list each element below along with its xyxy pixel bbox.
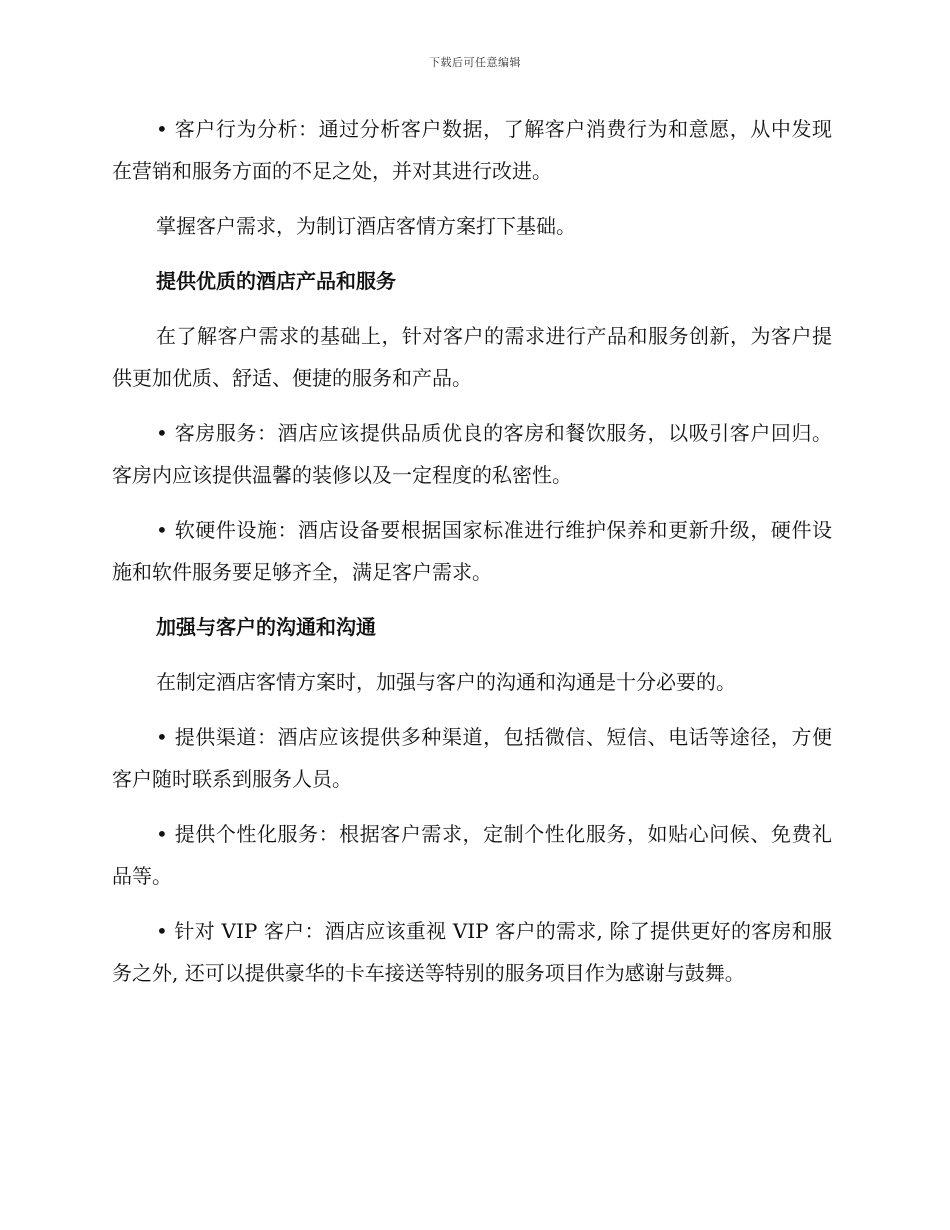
paragraph-customer-needs: 掌握客户需求，为制订酒店客情方案打下基础。: [156, 214, 576, 238]
page-header: 下载后可任意编辑: [429, 56, 521, 69]
paragraph-customer-behavior: • 客户行为分析：通过分析客户数据，了解客户消费行为和意愿，从中发现在营销和服务方面的不足之处，并对其进行改进。: [112, 117, 832, 183]
paragraph-personalized-service: • 提供个性化服务：根据客户需求，定制个性化服务，如贴心问候、免费礼品等。: [112, 822, 832, 888]
paragraph-room-service: • 客房服务：酒店应该提供品质优良的客房和餐饮服务，以吸引客户回归。客房内应该提供温馨的装修以及一定程度的私密性。: [112, 421, 832, 487]
section-heading-quality-services: 提供优质的酒店产品和服务: [156, 269, 396, 293]
paragraph-facilities: • 软硬件设施：酒店设备要根据国家标准进行维护保养和更新升级，硬件设施和软件服务要足够齐全，满足客户需求。: [112, 518, 832, 584]
paragraph-product-innovation: 在了解客户需求的基础上，针对客户的需求进行产品和服务创新，为客户提供更加优质、舒适、便捷的服务和产品。: [112, 324, 832, 390]
paragraph-communication-intro: 在制定酒店客情方案时，加强与客户的沟通和沟通是十分必要的。: [156, 670, 736, 694]
section-heading-communication: 加强与客户的沟通和沟通: [156, 615, 376, 639]
paragraph-channels: • 提供渠道：酒店应该提供多种渠道，包括微信、短信、电话等途径，方便客户随时联系到服务人员。: [112, 725, 832, 791]
paragraph-vip-customers: • 针对 VIP 客户：酒店应该重视 VIP 客户的需求, 除了提供更好的客房和服务之外, 还可以提供豪华的卡车接送等特别的服务项目作为感谢与鼓舞。: [112, 919, 832, 985]
document-body: [112, 108, 832, 1007]
